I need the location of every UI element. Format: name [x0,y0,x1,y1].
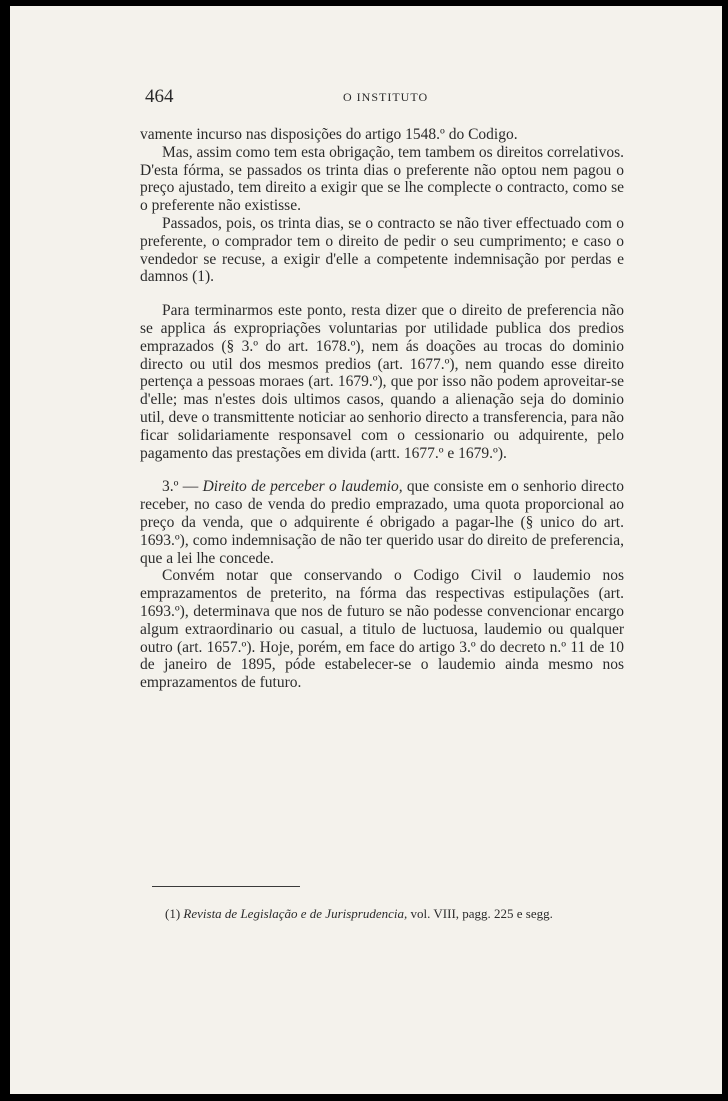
paragraph-5-text: que consiste em o senhorio directo receber, no caso de venda do predio emprazado, uma quota proporcional ao preço da venda, que o adquirente é obrigado a pagar-lhe (§ unico do art. 1693.º), como indemnisação de não ter querido usar do direito de preferencia, que a lei lhe concede. [140,478,625,567]
paragraph-1: vamente incurso nas disposições do artigo 1548.º do Codigo. [140,126,518,143]
footnote-separator [152,886,300,887]
paragraph-2: Mas, assim como tem esta obrigação, tem tambem os direitos correlativos. D'esta fórma, se passados os trinta dias o preferente não optou nem pagou o preço ajustado, tem direito a exigir que se lhe complecte o contracto, como se o preferente não existisse. [140,143,624,215]
running-title: O INSTITUTO [343,90,429,104]
main-text [140,126,624,692]
paragraph-5 [140,478,624,567]
paragraph-gap [140,286,624,302]
page-number: 464 [145,86,174,107]
paragraph-3: Passados, pois, os trinta dias, se o contracto se não tiver effectuado com o preferente, o comprador tem o direito de pedir o seu cumprimento; e caso o vendedor se recuse, a exigir d'elle a competente indemnisação por perdas e damnos (1). [140,214,624,286]
paragraph-4: Para terminarmos este ponto, resta dizer que o direito de preferencia não se applica ás expropriações voluntarias por utilidade publica dos predios emprazados (§ 3.º do art. 1678.º), nem ás doações au trocas do dominio directo ou util dos mesmos predios (art. 1677.º), nem quando esse direito pertença a pessoas moraes (art. 1679.º), que por isso não podem aproveitar-se d'elle; mas n'estes dois ultimos casos, quando a alienação seja do dominio util, deve o transmittente noticiar ao senhorio directo a transferencia, para não ficar solidariamente responsavel com o cessionario ou adquirente, pelo pagamento das prestações em divida (artt. 1677.º e 1679.º). [140,302,624,462]
footnote-reference: vol. VIII, pagg. 225 e segg. [407,906,553,921]
footnote-source-title: Revista de Legislação e de Jurisprudencia, [183,906,408,921]
footnote-marker: (1) [165,906,184,921]
footnote [165,906,625,922]
paragraph-gap [140,462,624,478]
paragraph-6: Convém notar que conservando o Codigo Civil o laudemio nos emprazamentos de preterito, na fórma das respectivas estipulações (art. 1693.º), determinava que nos de futuro se não podesse convencionar encargo algum extraordinario ou casual, a titulo de luctuosa, laudemio ou qualquer outro (art. 1657.º). Hoje, porém, em face do artigo 3.º do decreto n.º 11 de 10 de janeiro de 1895, póde estabelecer-se o laudemio ainda mesmo nos emprazamentos de futuro. [140,567,624,692]
section-heading: Direito de perceber o laudemio, [202,478,403,496]
page-header [145,86,625,110]
section-number: 3.º — [162,478,203,496]
